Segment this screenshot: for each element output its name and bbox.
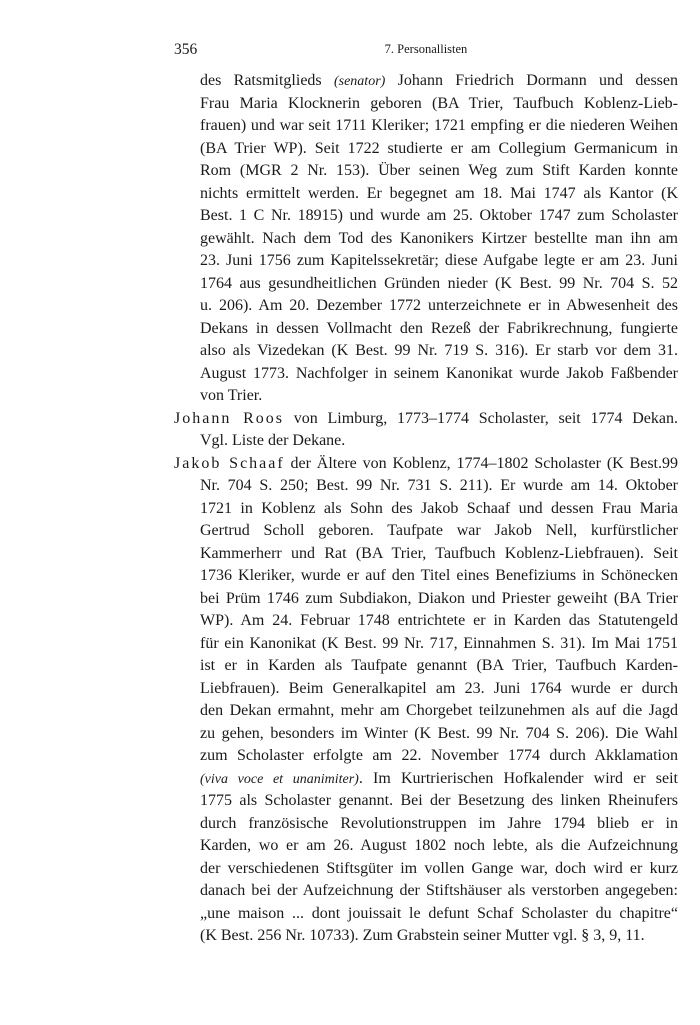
text-segment: Nr. 704 S. 250; Best. 99 Nr. 731 S. 211). Er wurde am 14. Oktober <box>200 477 678 494</box>
text-line <box>174 903 678 926</box>
italic-text: (senator) <box>333 74 386 89</box>
text-segment: Frau Maria Klocknerin geboren (BA Trier, Taufbuch Koblenz-Lieb- <box>200 94 678 112</box>
text-segment: gewählt. Nach dem Tod des Kanonikers Kirtzer bestellte man ihn am <box>200 229 678 247</box>
text-segment: zum Scholaster erfolgte am 22. November 1774 durch Akklamation <box>200 747 678 764</box>
text-segment: der Ältere von Koblenz, 1774–1802 Scholaster (K Best.99 <box>284 454 678 472</box>
text-segment: Karden, wo er am 26. August 1802 noch lebte, als die Aufzeichnung <box>200 837 678 854</box>
text-segment: WP). Am 24. Februar 1748 entrichtete er in Karden das Statutengeld <box>200 612 678 629</box>
text-line <box>174 588 678 611</box>
text-line <box>174 925 678 948</box>
text-line <box>174 565 678 588</box>
text-line <box>174 385 678 408</box>
text-line <box>174 93 678 116</box>
text-segment: Dekans in dessen Vollmacht den Rezeß der Fabrikrechnung, fungierte <box>200 319 678 337</box>
text-segment: zu gehen, besonders im Winter (K Best. 99 Nr. 704 S. 206). Die Wahl <box>200 724 678 742</box>
text-segment: Johann Friedrich Dormann und dessen <box>385 72 678 89</box>
text-segment: Best. 1 C Nr. 18915) und wurde am 25. Oktober 1747 zum Scholaster <box>200 207 678 224</box>
text-line <box>174 273 678 296</box>
running-head: 7. Personallisten <box>384 42 468 56</box>
text-line <box>174 520 678 543</box>
text-segment: Gertrud Scholl geboren. Taufpate war Jakob Nell, kurfürstlicher <box>200 522 678 539</box>
text-segment: bei Prüm 1746 zum Subdiakon, Diakon und Priester geweiht (BA Trier <box>200 589 678 607</box>
text-segment: 23. Juni 1756 zum Kapitelssekretär; diese Aufgabe legte er am 23. Juni <box>200 252 678 269</box>
text-line <box>174 768 678 791</box>
text-line <box>174 453 678 476</box>
text-line <box>174 138 678 161</box>
text-segment: also als Vizedekan (K Best. 99 Nr. 719 S. 316). Er starb vor dem 31. <box>200 342 678 359</box>
text-line <box>174 205 678 228</box>
text-segment: Kammerherr und Rat (BA Trier, Taufbuch Koblenz-Liebfrauen). Seit <box>200 544 678 562</box>
text-line <box>174 835 678 858</box>
text-segment: August 1773. Nachfolger in seinem Kanonikat wurde Jakob Faßbender <box>200 364 678 382</box>
text-segment: 1775 als Scholaster genannt. Bei der Besetzung des linken Rheinufers <box>200 792 678 809</box>
text-segment: danach bei der Aufzeichnung der Stiftshäuser als verstorben angegeben: <box>200 882 678 899</box>
text-line <box>174 183 678 206</box>
text-line <box>174 475 678 498</box>
text-line <box>174 295 678 318</box>
text-segment: nichts ermittelt werden. Er begegnet am 18. Mai 1747 als Kantor (K <box>200 184 678 202</box>
text-segment: u. 206). Am 20. Dezember 1772 unterzeichnete er in Abwesenheit des <box>200 297 678 314</box>
text-line <box>174 250 678 273</box>
text-line <box>174 723 678 746</box>
text-line <box>174 655 678 678</box>
text-line <box>174 678 678 701</box>
text-segment: ist er in Karden als Taufpate genannt (BA Trier, Taufbuch Karden- <box>200 657 678 674</box>
entry-name: Johann Roos <box>174 409 284 427</box>
text-segment: 1764 aus gesundheitlichen Gründen nieder (K Best. 99 Nr. 704 S. 52 <box>200 274 678 292</box>
page-number: 356 <box>174 41 198 58</box>
text-line <box>174 813 678 836</box>
text-segment: der verschiedenen Stiftsgüter im vollen Gange war, doch wird er kurz <box>200 859 678 877</box>
text-segment: durch französische Revolutionstruppen im Jahre 1794 blieb er in <box>200 814 678 832</box>
text-segment: von Trier. <box>200 387 263 404</box>
text-line <box>174 543 678 566</box>
text-line <box>174 340 678 363</box>
text-line <box>174 610 678 633</box>
text-line <box>174 115 678 138</box>
text-line <box>174 408 678 431</box>
text-line <box>174 363 678 386</box>
text-segment: . Im Kurtrierischen Hofkalender wird er seit <box>358 769 678 787</box>
text-line <box>174 880 678 903</box>
text-line <box>174 70 678 93</box>
text-segment: „une maison ... dont jouissait le defunt Schaf Scholaster du chapitre“ <box>200 904 678 922</box>
text-line <box>174 160 678 183</box>
text-line <box>174 498 678 521</box>
text-segment: den Dekan ermahnt, mehr am Chorgebet teilzunehmen als auf die Jagd <box>200 702 678 719</box>
text-segment: für ein Kanonikat (K Best. 99 Nr. 717, Einnahmen S. 31). Im Mai 1751 <box>200 634 678 652</box>
text-segment: Vgl. Liste der Dekane. <box>200 432 346 449</box>
text-segment: von Limburg, 1773–1774 Scholaster, seit 1774 Dekan. <box>284 409 678 427</box>
text-line <box>174 430 678 453</box>
text-line <box>174 228 678 251</box>
text-segment: frauen) und war seit 1711 Kleriker; 1721 empfing er die niederen Weihen <box>200 117 678 134</box>
text-line <box>174 858 678 881</box>
page-header <box>174 41 678 61</box>
body-text <box>174 70 678 948</box>
text-segment: 1736 Kleriker, wurde er auf den Titel eines Benefiziums in Schönecken <box>200 567 678 584</box>
text-line <box>174 745 678 768</box>
italic-text: (viva voce et unanimiter) <box>200 771 359 787</box>
text-line <box>174 318 678 341</box>
text-line <box>174 633 678 656</box>
text-segment: Liebfrauen). Beim Generalkapitel am 23. Juni 1764 wurde er durch <box>200 679 678 697</box>
text-segment: 1721 in Koblenz als Sohn des Jakob Schaaf und dessen Frau Maria <box>200 499 678 517</box>
text-segment: (K Best. 256 Nr. 10733). Zum Grabstein seiner Mutter vgl. § 3, 9, 11. <box>200 927 645 944</box>
text-segment: Rom (MGR 2 Nr. 153). Über seinen Weg zum Stift Karden konnte <box>200 162 678 179</box>
text-segment: des Ratsmitglieds <box>200 72 334 89</box>
entry-name: Jakob Schaaf <box>174 454 285 472</box>
text-line <box>174 700 678 723</box>
text-line <box>174 790 678 813</box>
text-segment: (BA Trier WP). Seit 1722 studierte er am Collegium Germanicum in <box>200 139 678 157</box>
